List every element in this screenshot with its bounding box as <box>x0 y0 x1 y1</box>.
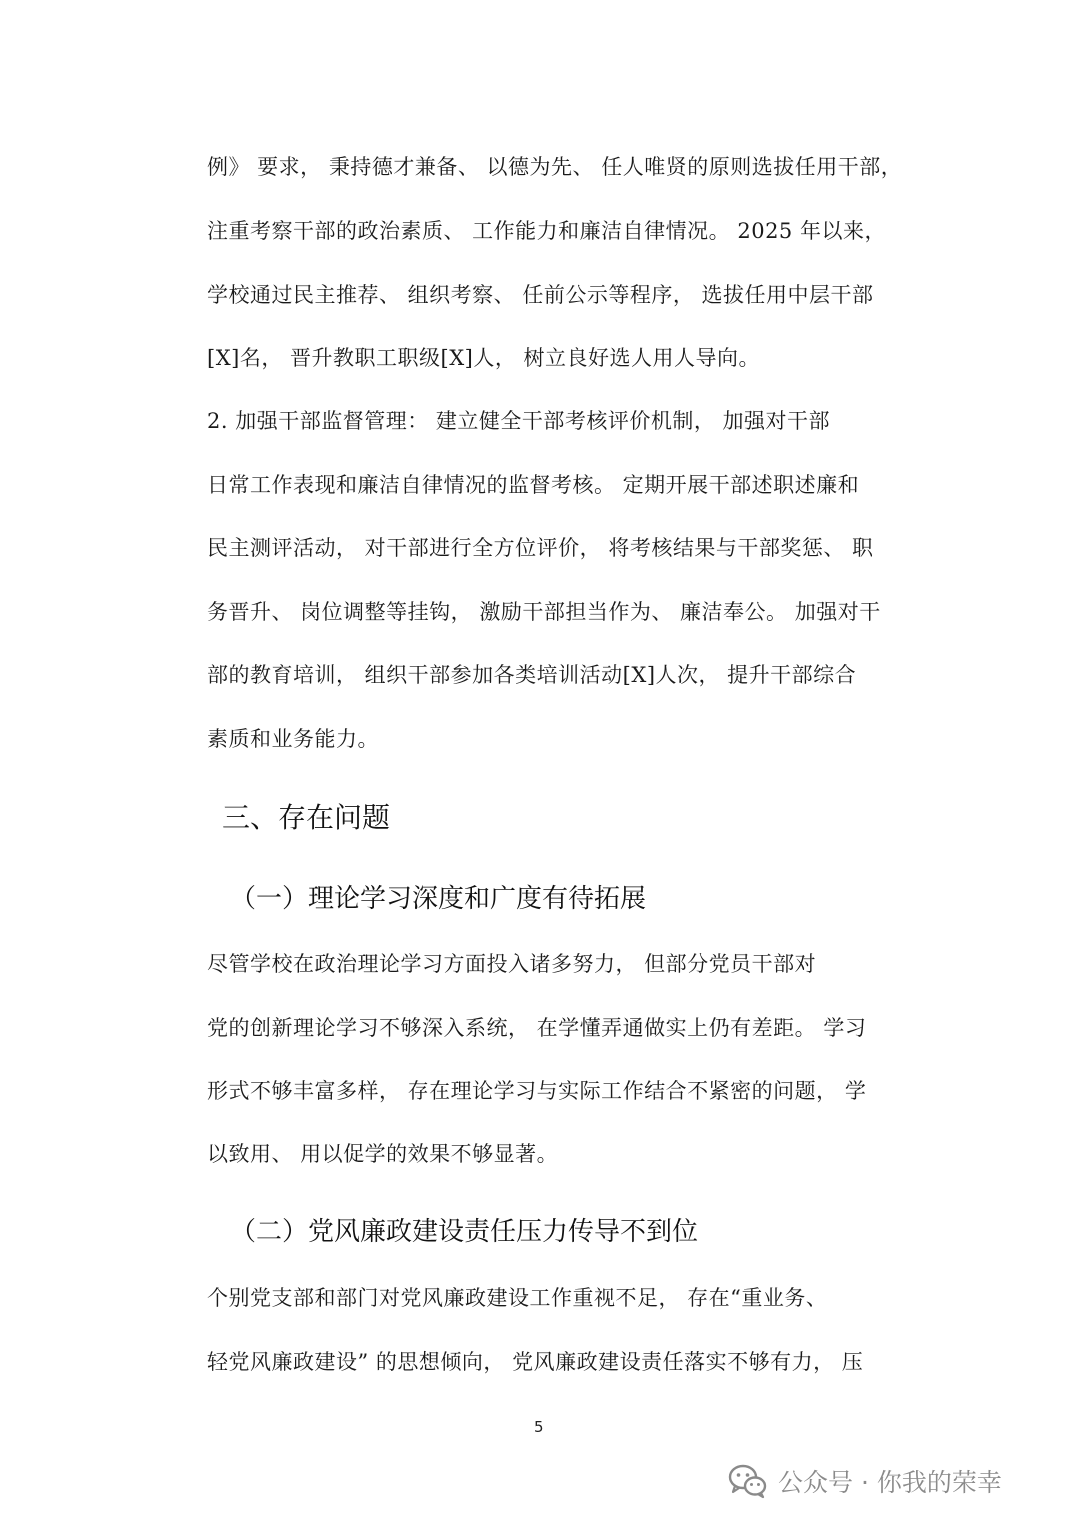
body-text-line: 注重考察干部的政治素质、 工作能力和廉洁自律情况。 2025 年以来， <box>207 219 886 243</box>
body-text-line: 以致用、 用以促学的效果不够显著。 <box>207 1142 559 1166</box>
body-text-line: 民主测评活动， 对干部进行全方位评价， 将考核结果与干部奖惩、 职 <box>207 536 874 560</box>
body-text-line: 学校通过民主推荐、 组织考察、 任前公示等程序， 选拔任用中层干部 <box>207 283 874 307</box>
body-text-line: 党的创新理论学习不够深入系统， 在学懂弄通做实上仍有差距。 学习 <box>207 1016 867 1040</box>
body-text-line: 尽管学校在政治理论学习方面投入诸多努力， 但部分党员干部对 <box>207 952 817 976</box>
wechat-icon <box>728 1463 768 1499</box>
watermark <box>728 1461 1002 1501</box>
body-text-line: 例》 要求， 秉持德才兼备、 以德为先、 任人唯贤的原则选拔任用干部， <box>207 155 903 179</box>
body-text-line: 个别党支部和部门对党风廉政建设工作重视不足， 存在“重业务、 <box>207 1286 828 1310</box>
body-text-line: 部的教育培训， 组织干部参加各类培训活动[X]人次， 提升干部综合 <box>207 663 857 687</box>
body-text-line: 日常工作表现和廉洁自律情况的监督考核。 定期开展干部述职述廉和 <box>207 473 860 497</box>
section-heading: 三、存在问题 <box>222 801 391 834</box>
body-text-line: 2. 加强干部监督管理： 建立健全干部考核评价机制， 加强对干部 <box>207 409 831 433</box>
body-text-line: 轻党风廉政建设” 的思想倾向， 党风廉政建设责任落实不够有力， 压 <box>207 1350 864 1374</box>
body-text-line: 务晋升、 岗位调整等挂钩， 激励干部担当作为、 廉洁奉公。 加强对干 <box>207 600 881 624</box>
subsection-heading: （一）理论学习深度和广度有待拓展 <box>230 884 647 914</box>
body-text-line: [X]名， 晋升教职工职级[X]人， 树立良好选人用人导向。 <box>207 346 761 370</box>
subsection-heading: （二）党风廉政建设责任压力传导不到位 <box>230 1217 699 1247</box>
body-text-line: 形式不够丰富多样， 存在理论学习与实际工作结合不紧密的问题， 学 <box>207 1079 867 1103</box>
page-number: 5 <box>534 1418 544 1436</box>
body-text-line: 素质和业务能力。 <box>207 727 379 751</box>
watermark-text: 公众号 · 你我的荣幸 <box>778 1468 1002 1497</box>
